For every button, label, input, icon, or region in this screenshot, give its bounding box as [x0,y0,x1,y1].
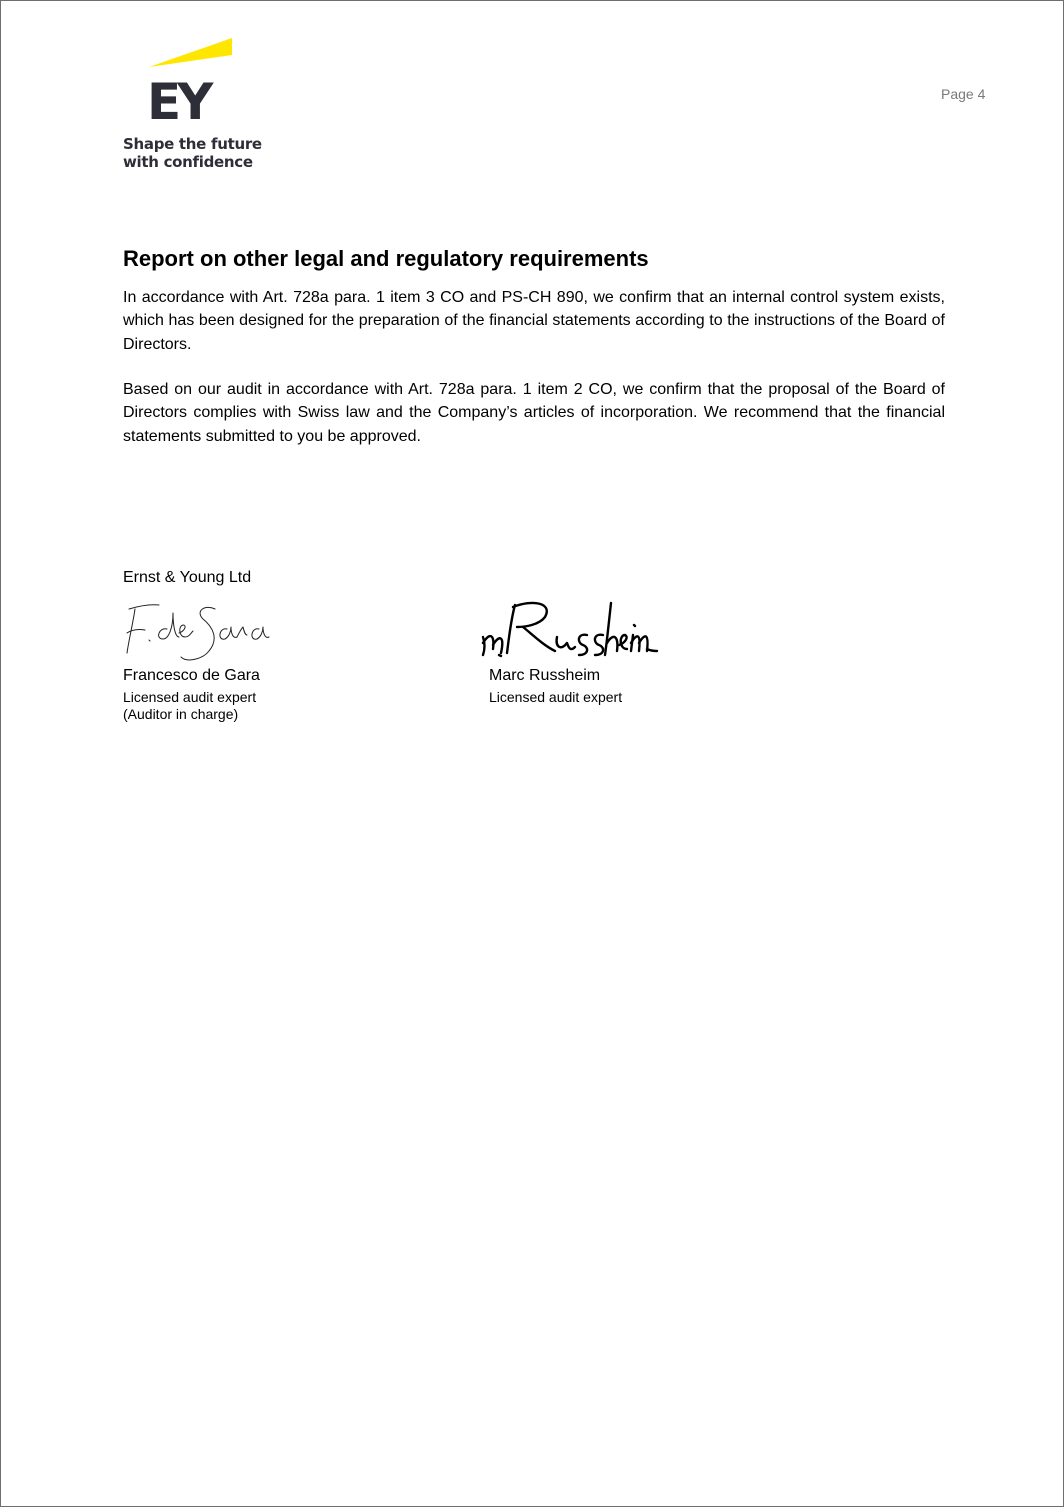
ey-logo [121,35,261,175]
signer-name-russheim: Marc Russheim [489,667,601,684]
signer-title-russheim: Licensed audit expert [489,689,623,705]
signature-block-russheim [479,599,779,729]
signature-de-gara [123,599,273,669]
ey-logo-beam [149,38,232,67]
signer-name-de-gara: Francesco de Gara [123,667,260,684]
report-heading: Report on other legal and regulatory requirements [123,246,649,271]
ey-tagline [123,135,262,171]
signature-russheim [479,599,659,663]
audit-firm-name: Ernst & Young Ltd [123,569,252,586]
ey-tagline-line-1: Shape the future [123,135,262,153]
ey-tagline-line-2: with confidence [123,153,253,171]
signature-block-de-gara [123,599,423,729]
signer-title-de-gara: Licensed audit expert [123,689,257,705]
report-paragraph-recommendation: Based on our audit in accordance with Art. 728a para. 1 item 2 CO, we confirm that the proposal of the Board of Directors complies with Swiss law and the Company’s articles of incorporation. We recommend that the financial statements submitted to you be approved. [123,381,945,445]
signer-role-note: (Auditor in charge) [123,706,239,722]
page-number: Page 4 [941,86,986,102]
report-paragraph-internal-control: In accordance with Art. 728a para. 1 item 3 CO and PS-CH 890, we confirm that an internal control system exists, which has been designed for the preparation of the financial statements according to the instructions of the Board of Directors. [123,289,945,353]
ey-logo-graphic [121,35,261,135]
ey-logo-wordmark: EY [147,73,210,131]
